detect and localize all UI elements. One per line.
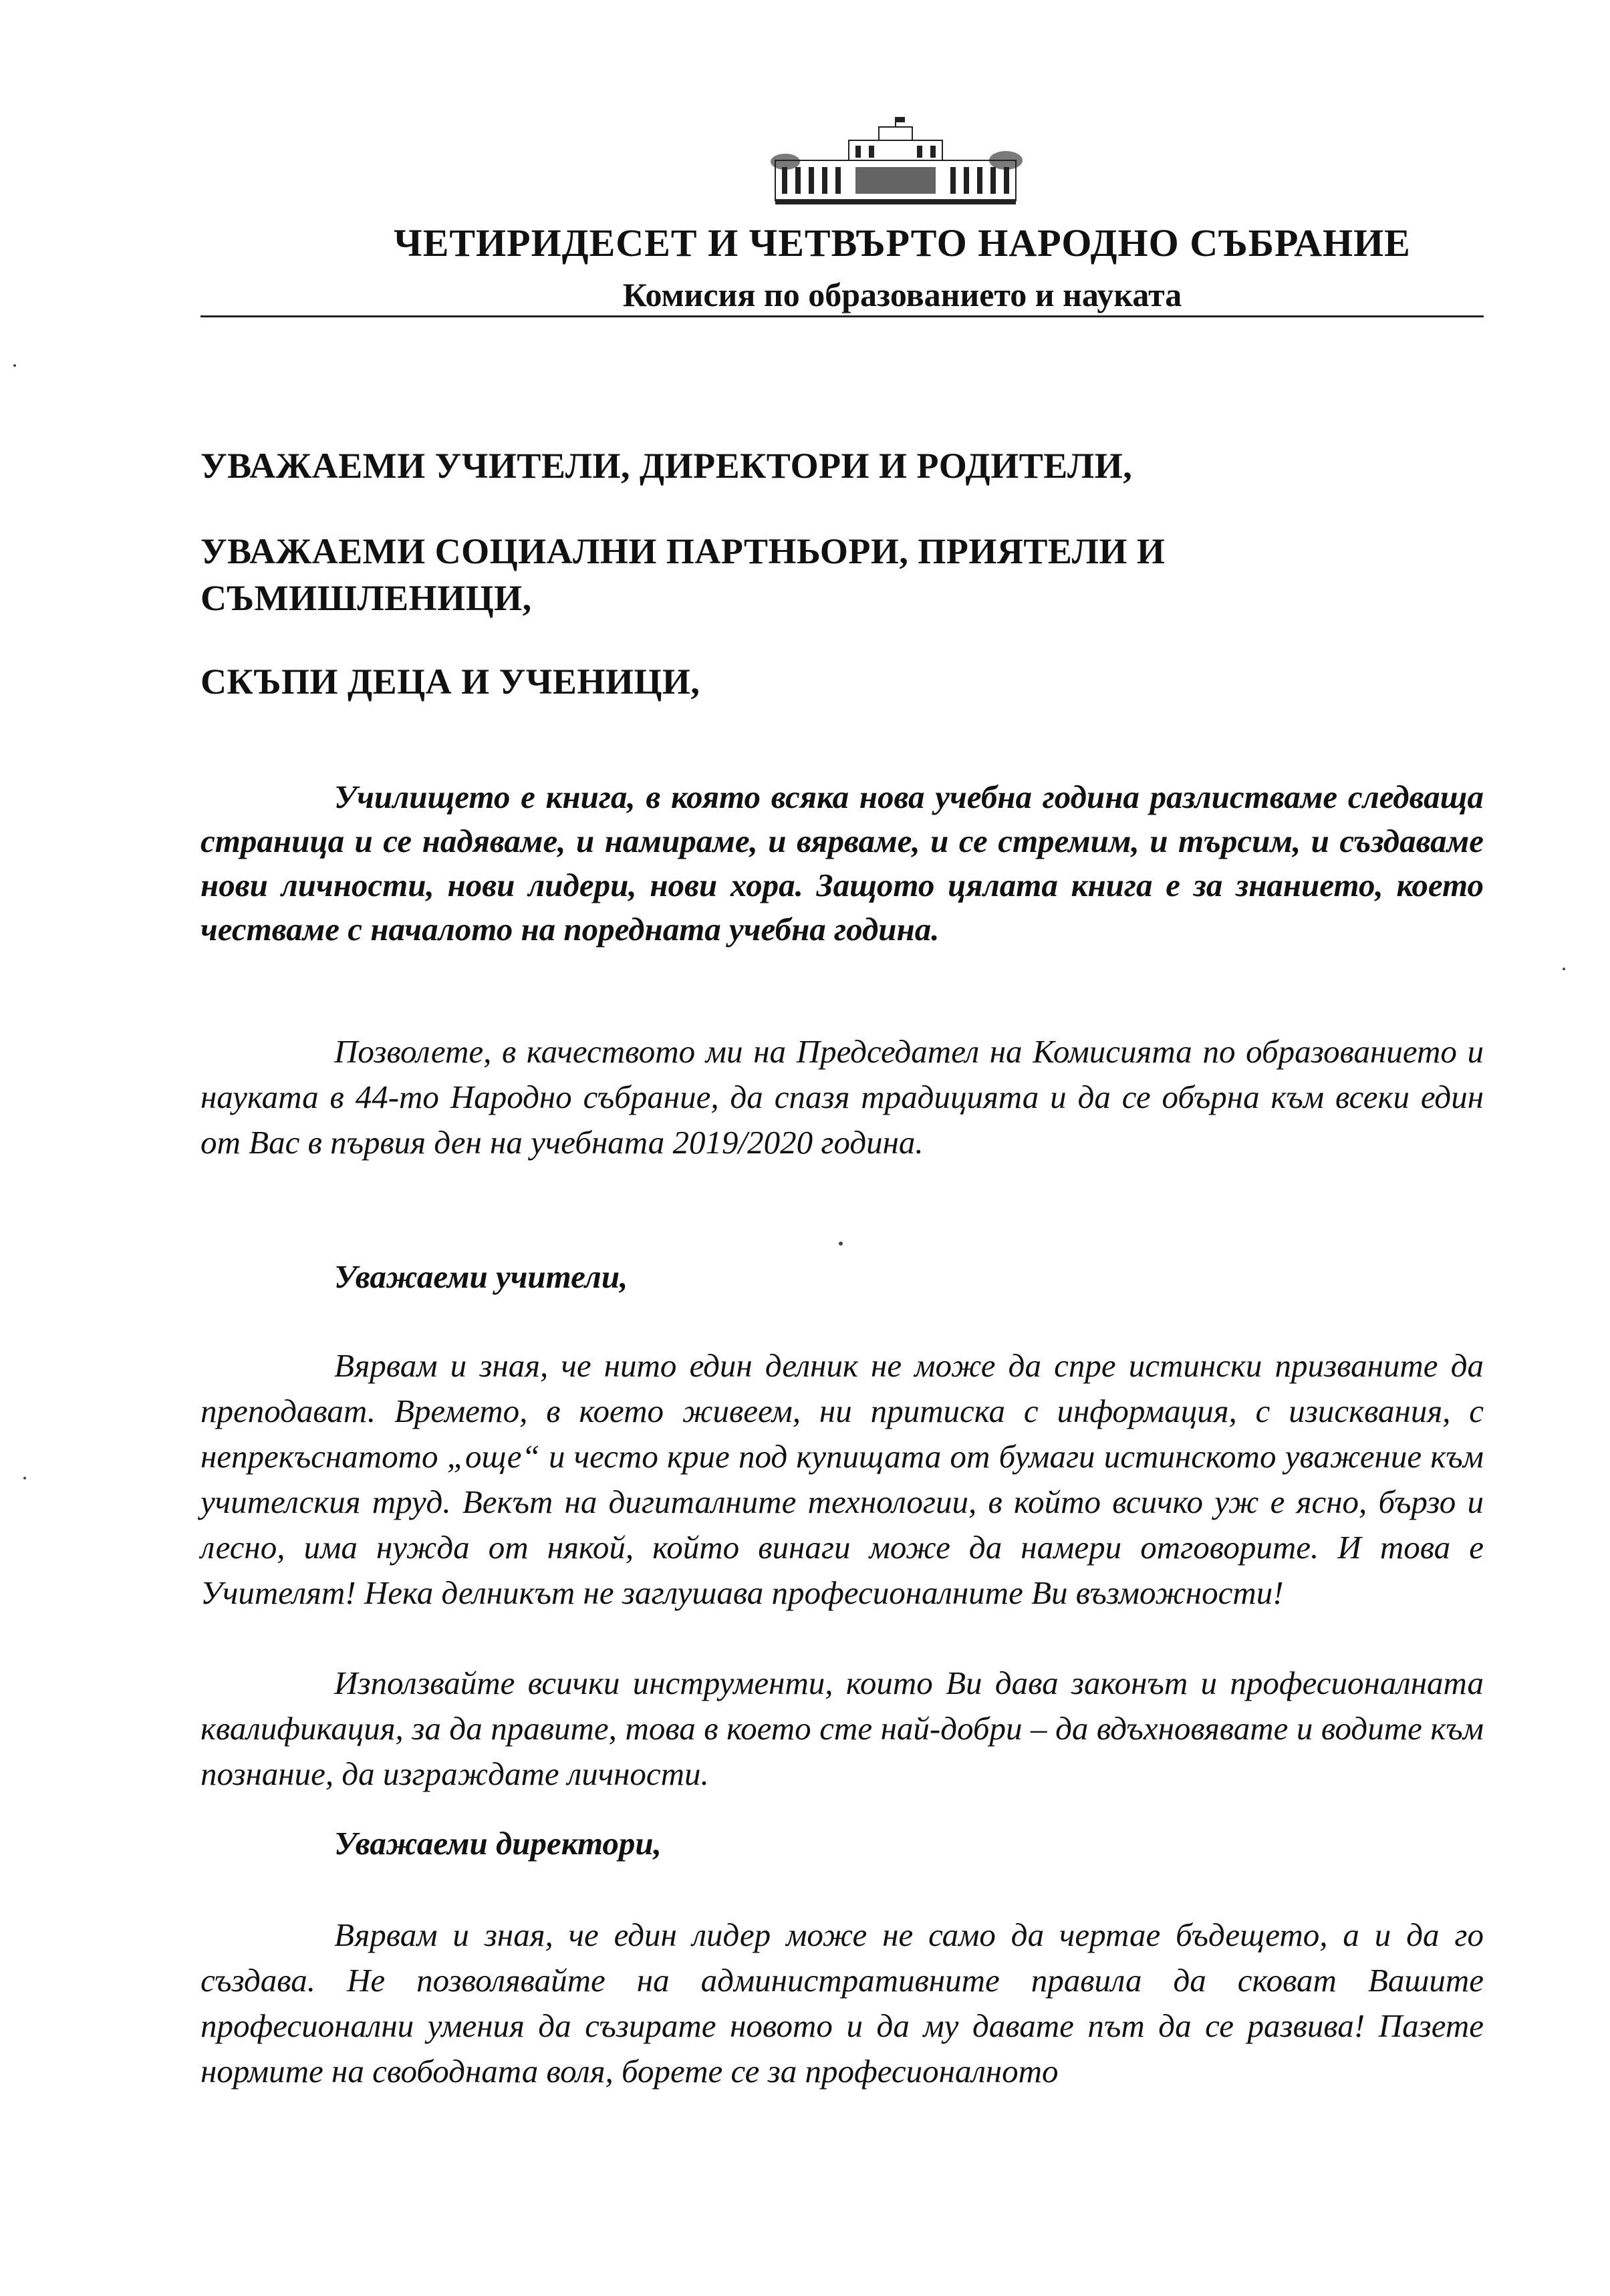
scan-speck bbox=[1563, 968, 1565, 970]
teachers-paragraph-2: Използвайте всички инструменти, които Ви дава законът и професионалната квалификация, за да правите, това в което сте най-добри – да вдъхновявате и водите към познание, да изграждате личности. bbox=[200, 1665, 1484, 1792]
salutation-partners: УВАЖАЕМИ СОЦИАЛНИ ПАРТНЬОРИ, ПРИЯТЕЛИ И СЪМИШЛЕНИЦИ, bbox=[200, 531, 1166, 618]
directors-heading: Уважаеми директори, bbox=[334, 1825, 662, 1862]
committee-subtitle: Комисия по образованието и науката bbox=[622, 276, 1182, 313]
scan-speck bbox=[13, 364, 16, 367]
header-divider bbox=[200, 315, 1484, 317]
directors-paragraph-1: Вярвам и зная, че един лидер може не само да чертае бъдещето, а и да го създава. Не позволявайте на административните правила да сковат Вашите професионални умения да съзирате новото и да му давате път да се развива! Пазете нормите на свободната воля, борете се за професионалното bbox=[200, 1916, 1484, 2090]
scan-speck bbox=[839, 1242, 843, 1246]
parliament-title: ЧЕТИРИДЕСЕТ И ЧЕТВЪРТО НАРОДНО СЪБРАНИЕ bbox=[394, 221, 1411, 265]
scan-speck bbox=[23, 1477, 26, 1479]
teachers-heading: Уважаеми учители, bbox=[334, 1258, 628, 1295]
allow-paragraph: Позволете, в качеството ми на Председател на Комисията по образованието и науката в 44-то Народно събрание, да спазя традицията и да се обърна към всеки един от Вас в първия ден на учебната 2019/2020 година. bbox=[200, 1033, 1484, 1161]
teachers-paragraph-1: Вярвам и зная, че нито един делник не може да спре истински призваните да преподават. Времето, в което живеем, ни притиска с информация, с изисквания, с непрекъснатото „още“ и често крие под купищата от бумаги истинското уважение към учителския труд. Векът на дигиталните технологии, в който всичко уж е ясно, бързо и лесно, има нужда от някой, който винаги може да намери отговорите. И това е Учителят! Нека делникът не заглушава професионалните Ви възможности! bbox=[200, 1347, 1484, 1611]
parliament-building-logo bbox=[769, 114, 1023, 214]
intro-paragraph: Училището е книга, в която всяка нова учебна година разлистваме следваща страница и се надяваме, и намираме, и вярваме, и се стремим, и търсим, и създаваме нови личности, нови лидери, нови хора. Защото цялата книга е за знанието, което честваме с началото на поредната учебна година. bbox=[200, 778, 1484, 948]
salutation-teachers-directors-parents: УВАЖАЕМИ УЧИТЕЛИ, ДИРЕКТОРИ И РОДИТЕЛИ, bbox=[200, 446, 1133, 486]
salutation-children: СКЪПИ ДЕЦА И УЧЕНИЦИ, bbox=[200, 662, 700, 702]
